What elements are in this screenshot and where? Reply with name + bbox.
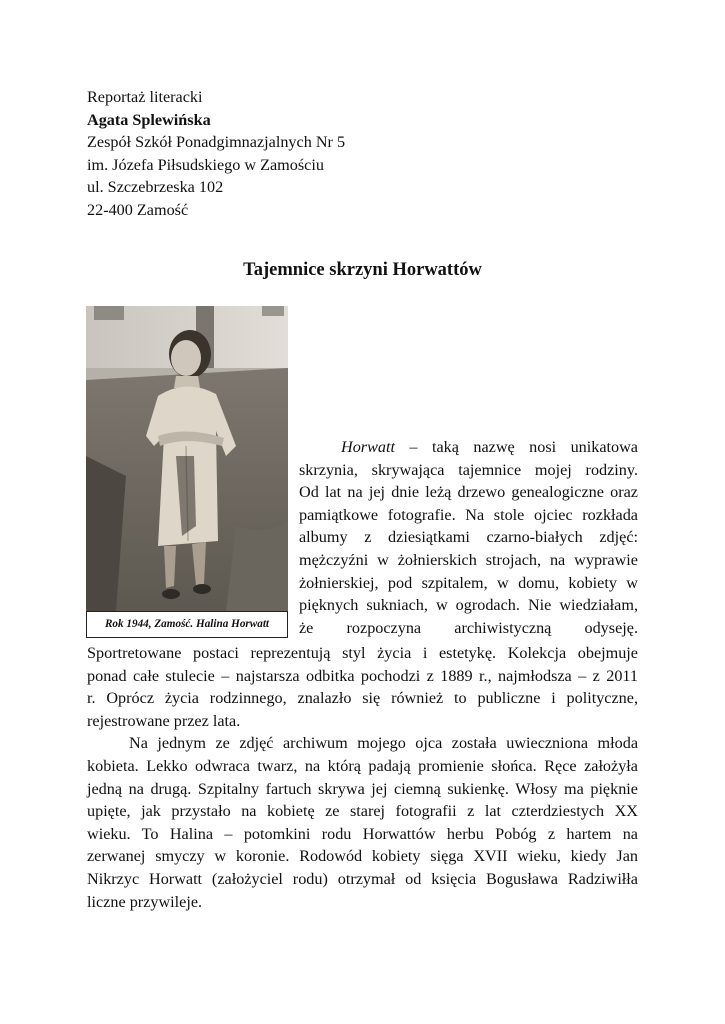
paragraph-2-line: upięte, jak przystało na kobietę ze starej fotografii z lat czterdziestych XX [87, 802, 638, 821]
paragraph-1-line: rejestrowane przez lata. [87, 711, 241, 730]
school-patron: im. Józefa Piłsudskiego w Zamościu [87, 155, 324, 174]
school-name: Zespół Szkół Ponadgimnazjalnych Nr 5 [87, 133, 346, 152]
paragraph-2-line: wieku. To Halina – potomkini rodu Horwattów herbu Pobóg z hartem na [87, 824, 638, 843]
wrapped-line: że rozpoczyna archiwistyczną odyseję. [299, 618, 638, 637]
wrapped-line-text: – taką nazwę nosi unikatowa [394, 438, 638, 456]
paragraph-1-line: ponad całe stulecie – najstarsza odbitka pochodzi z 1889 r., najmłodsza – z 2011 [87, 666, 638, 685]
paragraph-2-line: kobieta. Lekko odwraca twarz, na którą padają promienie słońca. Ręce założyła [87, 756, 638, 775]
wrapped-line: skrzynia, skrywająca tajemnice mojej rodziny. [299, 460, 638, 479]
wrapped-line: Od lat na jej dnie leżą drzewo genealogiczne oraz [299, 483, 638, 502]
photo-caption: Rok 1944, Zamość. Halina Horwatt [86, 611, 288, 638]
paragraph-1-line: r. Oprócz życia rodzinnego, znalazło się również to publiczne i polityczne, [87, 689, 638, 708]
wrapped-line: pięknych sukniach, w ogrodach. Nie wiedziałam, [299, 596, 638, 615]
emphasis-term: Horwatt [341, 438, 395, 456]
article-title: Tajemnice skrzyni Horwattów [243, 260, 482, 280]
wrapped-line: albumy z dziesiątkami czarno-białych zdjęć: [299, 528, 638, 547]
paragraph-2-line: liczne przywileje. [87, 892, 203, 911]
paragraph-2-line: zerwanej smyczy w koronie. Rodowód kobiety sięga XVII wieku, kiedy Jan [87, 847, 638, 866]
paragraph-2-line: Nikrzyc Horwatt (założyciel rodu) otrzymał od księcia Bogusława Radziwiłła [87, 869, 638, 888]
sepia-portrait-photo-icon [86, 306, 288, 611]
portrait-photo [86, 306, 288, 639]
paragraph-2-line: Na jednym ze zdjęć archiwum mojego ojca została uwieczniona młoda [129, 734, 638, 753]
city-postcode: 22-400 Zamość [87, 200, 189, 219]
wrapped-line [299, 436, 638, 459]
author-name: Agata Splewińska [87, 110, 211, 129]
paragraph-2-line: jedną na drugą. Szpitalny fartuch skrywa jej ciemną sukienkę. Włosy ma pięknie [87, 779, 638, 798]
author-header [87, 86, 345, 222]
body-text [87, 642, 638, 913]
street-address: ul. Szczebrzeska 102 [87, 178, 224, 197]
genre-label: Reportaż literacki [87, 88, 203, 106]
wrapped-line: mężczyźni w żołnierskich strojach, na wyprawie [299, 550, 638, 569]
paragraph-1-line: Sportretowane postaci reprezentują styl życia i estetykę. Kolekcja obejmuje [87, 644, 638, 662]
paragraph-1-wrapped [299, 436, 638, 639]
wrapped-line: pamiątkowe fotografie. Na stole ojciec rozkłada [299, 505, 638, 524]
wrapped-line: żołnierskiej, pod szpitalem, w domu, kobiety w [299, 573, 638, 592]
